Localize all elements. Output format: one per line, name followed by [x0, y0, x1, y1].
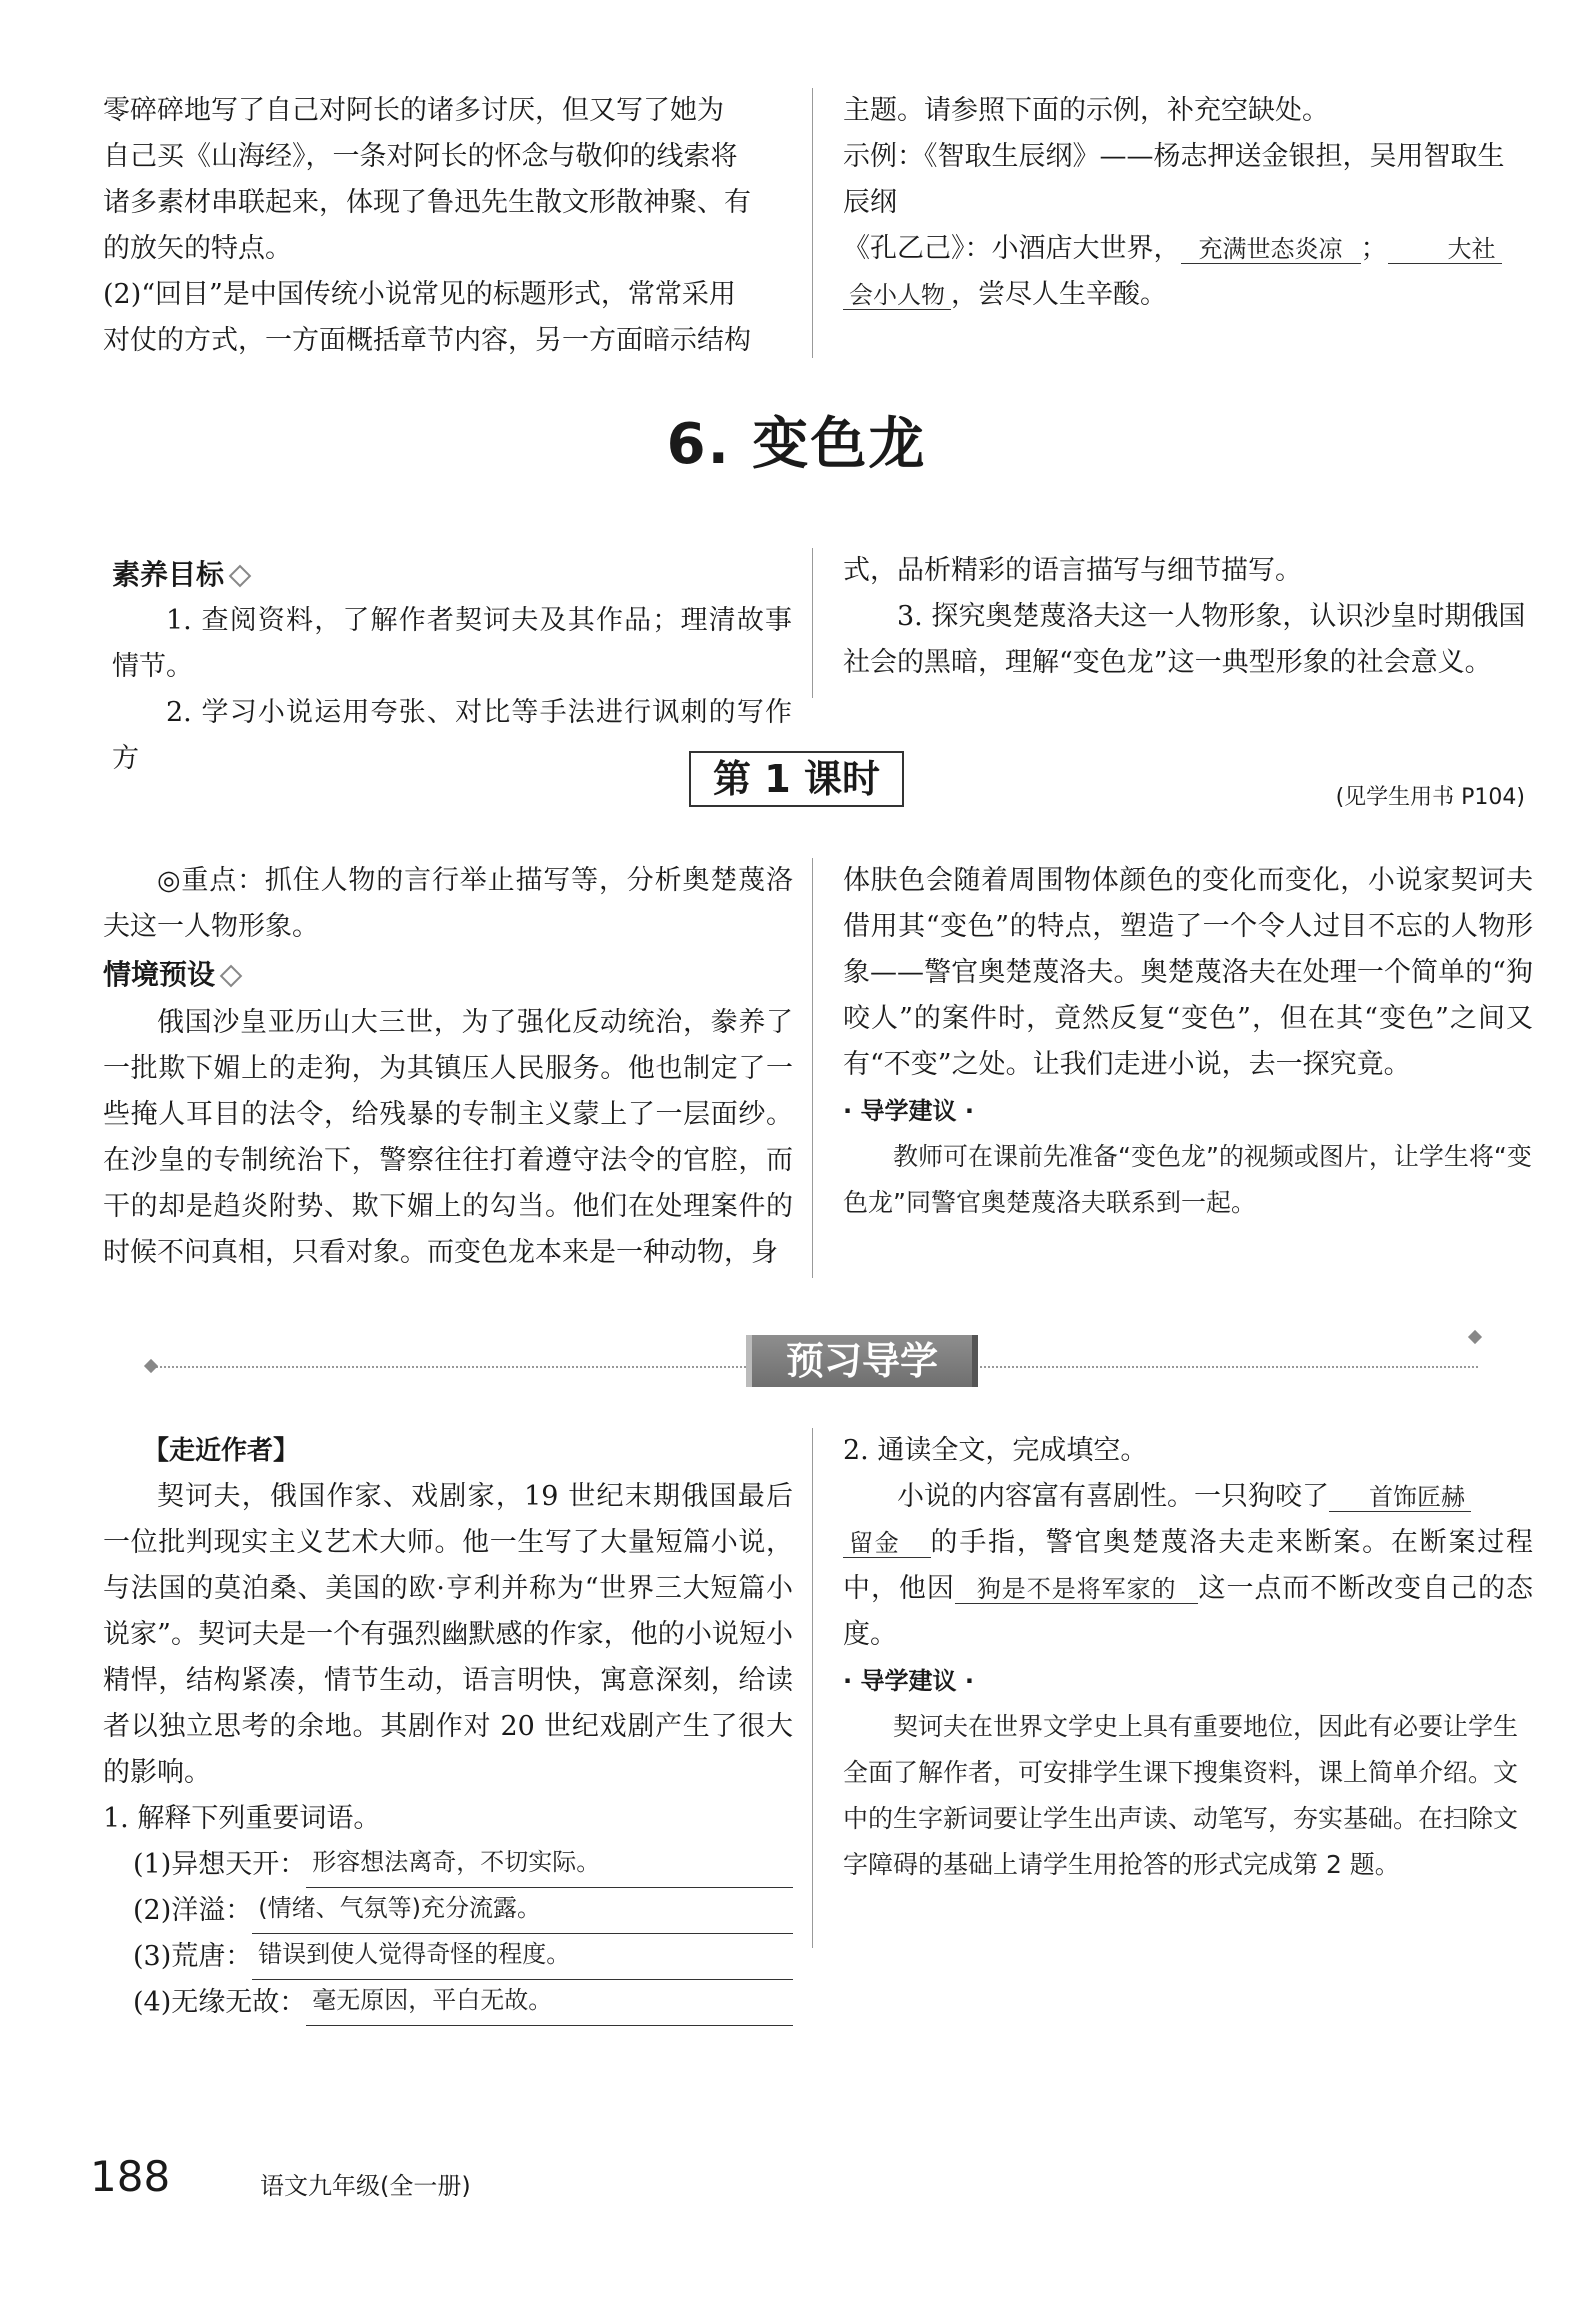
- column-divider: [812, 548, 813, 698]
- text-line: 自己买《山海经》，一条对阿长的怀念与敬仰的线索将: [103, 141, 738, 172]
- text-line: 对仗的方式，一方面概括章节内容，另一方面暗示结构: [103, 325, 751, 356]
- author-text: 契诃夫，俄国作家、戏剧家，19 世纪末期俄国最后一位批判现实主义艺术大师。他一生写了大量短篇小说，与法国的莫泊桑、美国的欧·亨利并称为“世界三大短篇小说家”。契诃夫是一个有强烈幽默感的作家，他的小说短小精悍，结构紧凑，情节生动，语言明快，寓意深刻，给读者以独立思考的余地。其剧作对 20 世纪戏剧产生了很大的影响。: [103, 1481, 793, 1788]
- answer-blank: 会小人物: [843, 281, 951, 310]
- word-answer: 错误到使人觉得奇怪的程度。: [252, 1934, 793, 1980]
- guide-heading: · 导学建议 ·: [843, 1667, 974, 1695]
- text-line: 辰纲: [843, 187, 897, 218]
- banner-label: 预习导学: [746, 1335, 978, 1387]
- guide-heading: · 导学建议 ·: [843, 1097, 974, 1125]
- scene-left: [103, 858, 793, 1276]
- goal-item: 社会的黑暗，理解“变色龙”这一典型形象的社会意义。: [843, 647, 1492, 678]
- diamond-icon: [229, 565, 252, 588]
- text-line: 的放矢的特点。: [103, 233, 292, 264]
- answer-blank: 首饰匠赫: [1329, 1483, 1471, 1512]
- goal-item: 3. 探究奥楚蔑洛夫这一人物形象，认识沙皇时期俄国: [897, 601, 1526, 632]
- text-line: 主题。请参照下面的示例，补充空缺处。: [843, 95, 1329, 126]
- column-divider: [812, 88, 813, 358]
- lesson-title: 6. 变色龙: [666, 412, 927, 477]
- goals-heading: 素养目标: [112, 552, 792, 598]
- text-line: 诸多素材串联起来，体现了鲁迅先生散文形散神聚、有: [103, 187, 751, 218]
- top-left-column: [103, 88, 793, 364]
- top-right-column: [843, 88, 1533, 318]
- key-point: ◎重点：抓住人物的言行举止描写等，分析奥楚蔑洛夫这一人物形象。: [103, 865, 793, 942]
- banner-left-dot: [144, 1359, 158, 1373]
- text-line: (2)“回目”是中国传统小说常见的标题形式，常常采用: [103, 279, 736, 310]
- text-line: 示例：《智取生辰纲》——杨志押送金银担，吴用智取生: [843, 141, 1505, 172]
- word-answer: 毫无原因，平白无故。: [306, 1980, 793, 2026]
- diamond-icon: [220, 965, 243, 988]
- question-1: 1. 解释下列重要词语。: [103, 1803, 381, 1834]
- goal-item: 2. 学习小说运用夸张、对比等手法进行讽刺的写作方: [112, 697, 792, 774]
- answer-blank: 大社: [1388, 235, 1502, 264]
- fill-blank-line: 会小人物 ，尝尽人生辛酸。: [843, 272, 1533, 318]
- scene-right: [843, 858, 1533, 1226]
- word-item: (4)无缘无故： 毫无原因，平白无故。: [133, 1980, 793, 2026]
- word-list: [103, 1842, 793, 2026]
- banner-right-dot: [1468, 1330, 1482, 1344]
- page-number: 188: [90, 2152, 171, 2201]
- word-item: (2)洋溢： (情绪、气氛等)充分流露。: [133, 1888, 793, 1934]
- fill-blank-line: 《孔乙己》：小酒店大世界， 充满世态炎凉 ； 大社: [843, 226, 1533, 272]
- word-item: (1)异想天开： 形容想法离奇，不切实际。: [133, 1842, 793, 1888]
- guide-text: 契诃夫在世界文学史上具有重要地位，因此有必要让学生全面了解作者，可安排学生课下搜集资料，课上简单介绍。文中的生字新词要让学生出声读、动笔写，夯实基础。在扫除文字障碍的基础上请学生用抢答的形式完成第 2 题。: [843, 1712, 1519, 1879]
- answer-blank: 留金: [843, 1529, 931, 1558]
- column-divider: [812, 858, 813, 1278]
- question-2: 2. 通读全文，完成填空。: [843, 1435, 1148, 1466]
- textbook-reference: (见学生用书 P104): [1335, 785, 1525, 810]
- section-banner: [746, 1330, 978, 1385]
- scene-heading: 情境预设: [103, 950, 793, 1000]
- column-divider: [812, 1428, 813, 1948]
- goals-right: [843, 548, 1533, 686]
- goal-item: 1. 查阅资料，了解作者契诃夫及其作品；理清故事情节。: [112, 605, 792, 682]
- word-answer: (情绪、气氛等)充分流露。: [252, 1888, 793, 1934]
- answer-blank: 狗是不是将军家的: [955, 1575, 1199, 1604]
- preview-right: [843, 1428, 1533, 1888]
- word-answer: 形容想法离奇，不切实际。: [306, 1842, 793, 1888]
- scene-paragraph: 俄国沙皇亚历山大三世，为了强化反动统治，豢养了一批欺下媚上的走狗，为其镇压人民服务。他也制定了一些掩人耳目的法令，给残暴的专制主义蒙上了一层面纱。在沙皇的专制统治下，警察往往打着遵守法令的官腔，而干的却是趋炎附势、欺下媚上的勾当。他们在处理案件的时候不问真相，只看对象。而变色龙本来是一种动物，身: [103, 1007, 793, 1268]
- word-item: (3)荒唐： 错误到使人觉得奇怪的程度。: [133, 1934, 793, 1980]
- answer-blank: 充满世态炎凉: [1181, 235, 1361, 264]
- question-2-body: 小说的内容富有喜剧性。一只狗咬了 首饰匠赫 留金 的手指，警官奥楚蔑洛夫走来断案。在断案过程中，他因 狗是不是将军家的 这一点而不断改变自己的态度。: [843, 1481, 1534, 1650]
- book-title: 语文九年级(全一册): [260, 2172, 471, 2200]
- text-line: 零碎碎地写了自己对阿长的诸多讨厌，但又写了她为: [103, 95, 724, 126]
- lesson-number-box: 第 1 课时: [689, 751, 904, 807]
- guide-text: 教师可在课前先准备“变色龙”的视频或图片，让学生将“变色龙”同警官奥楚蔑洛夫联系到一起。: [843, 1142, 1532, 1217]
- preview-left: [103, 1428, 793, 2026]
- author-heading: 【走近作者】: [143, 1436, 300, 1466]
- goal-item: 式，品析精彩的语言描写与细节描写。: [843, 555, 1302, 586]
- scene-paragraph: 体肤色会随着周围物体颜色的变化而变化，小说家契诃夫借用其“变色”的特点，塑造了一个令人过目不忘的人物形象——警官奥楚蔑洛夫。奥楚蔑洛夫在处理一个简单的“狗咬人”的案件时，竟然反复“变色”，但在其“变色”之间又有“不变”之处。让我们走进小说，去一探究竟。: [843, 865, 1533, 1080]
